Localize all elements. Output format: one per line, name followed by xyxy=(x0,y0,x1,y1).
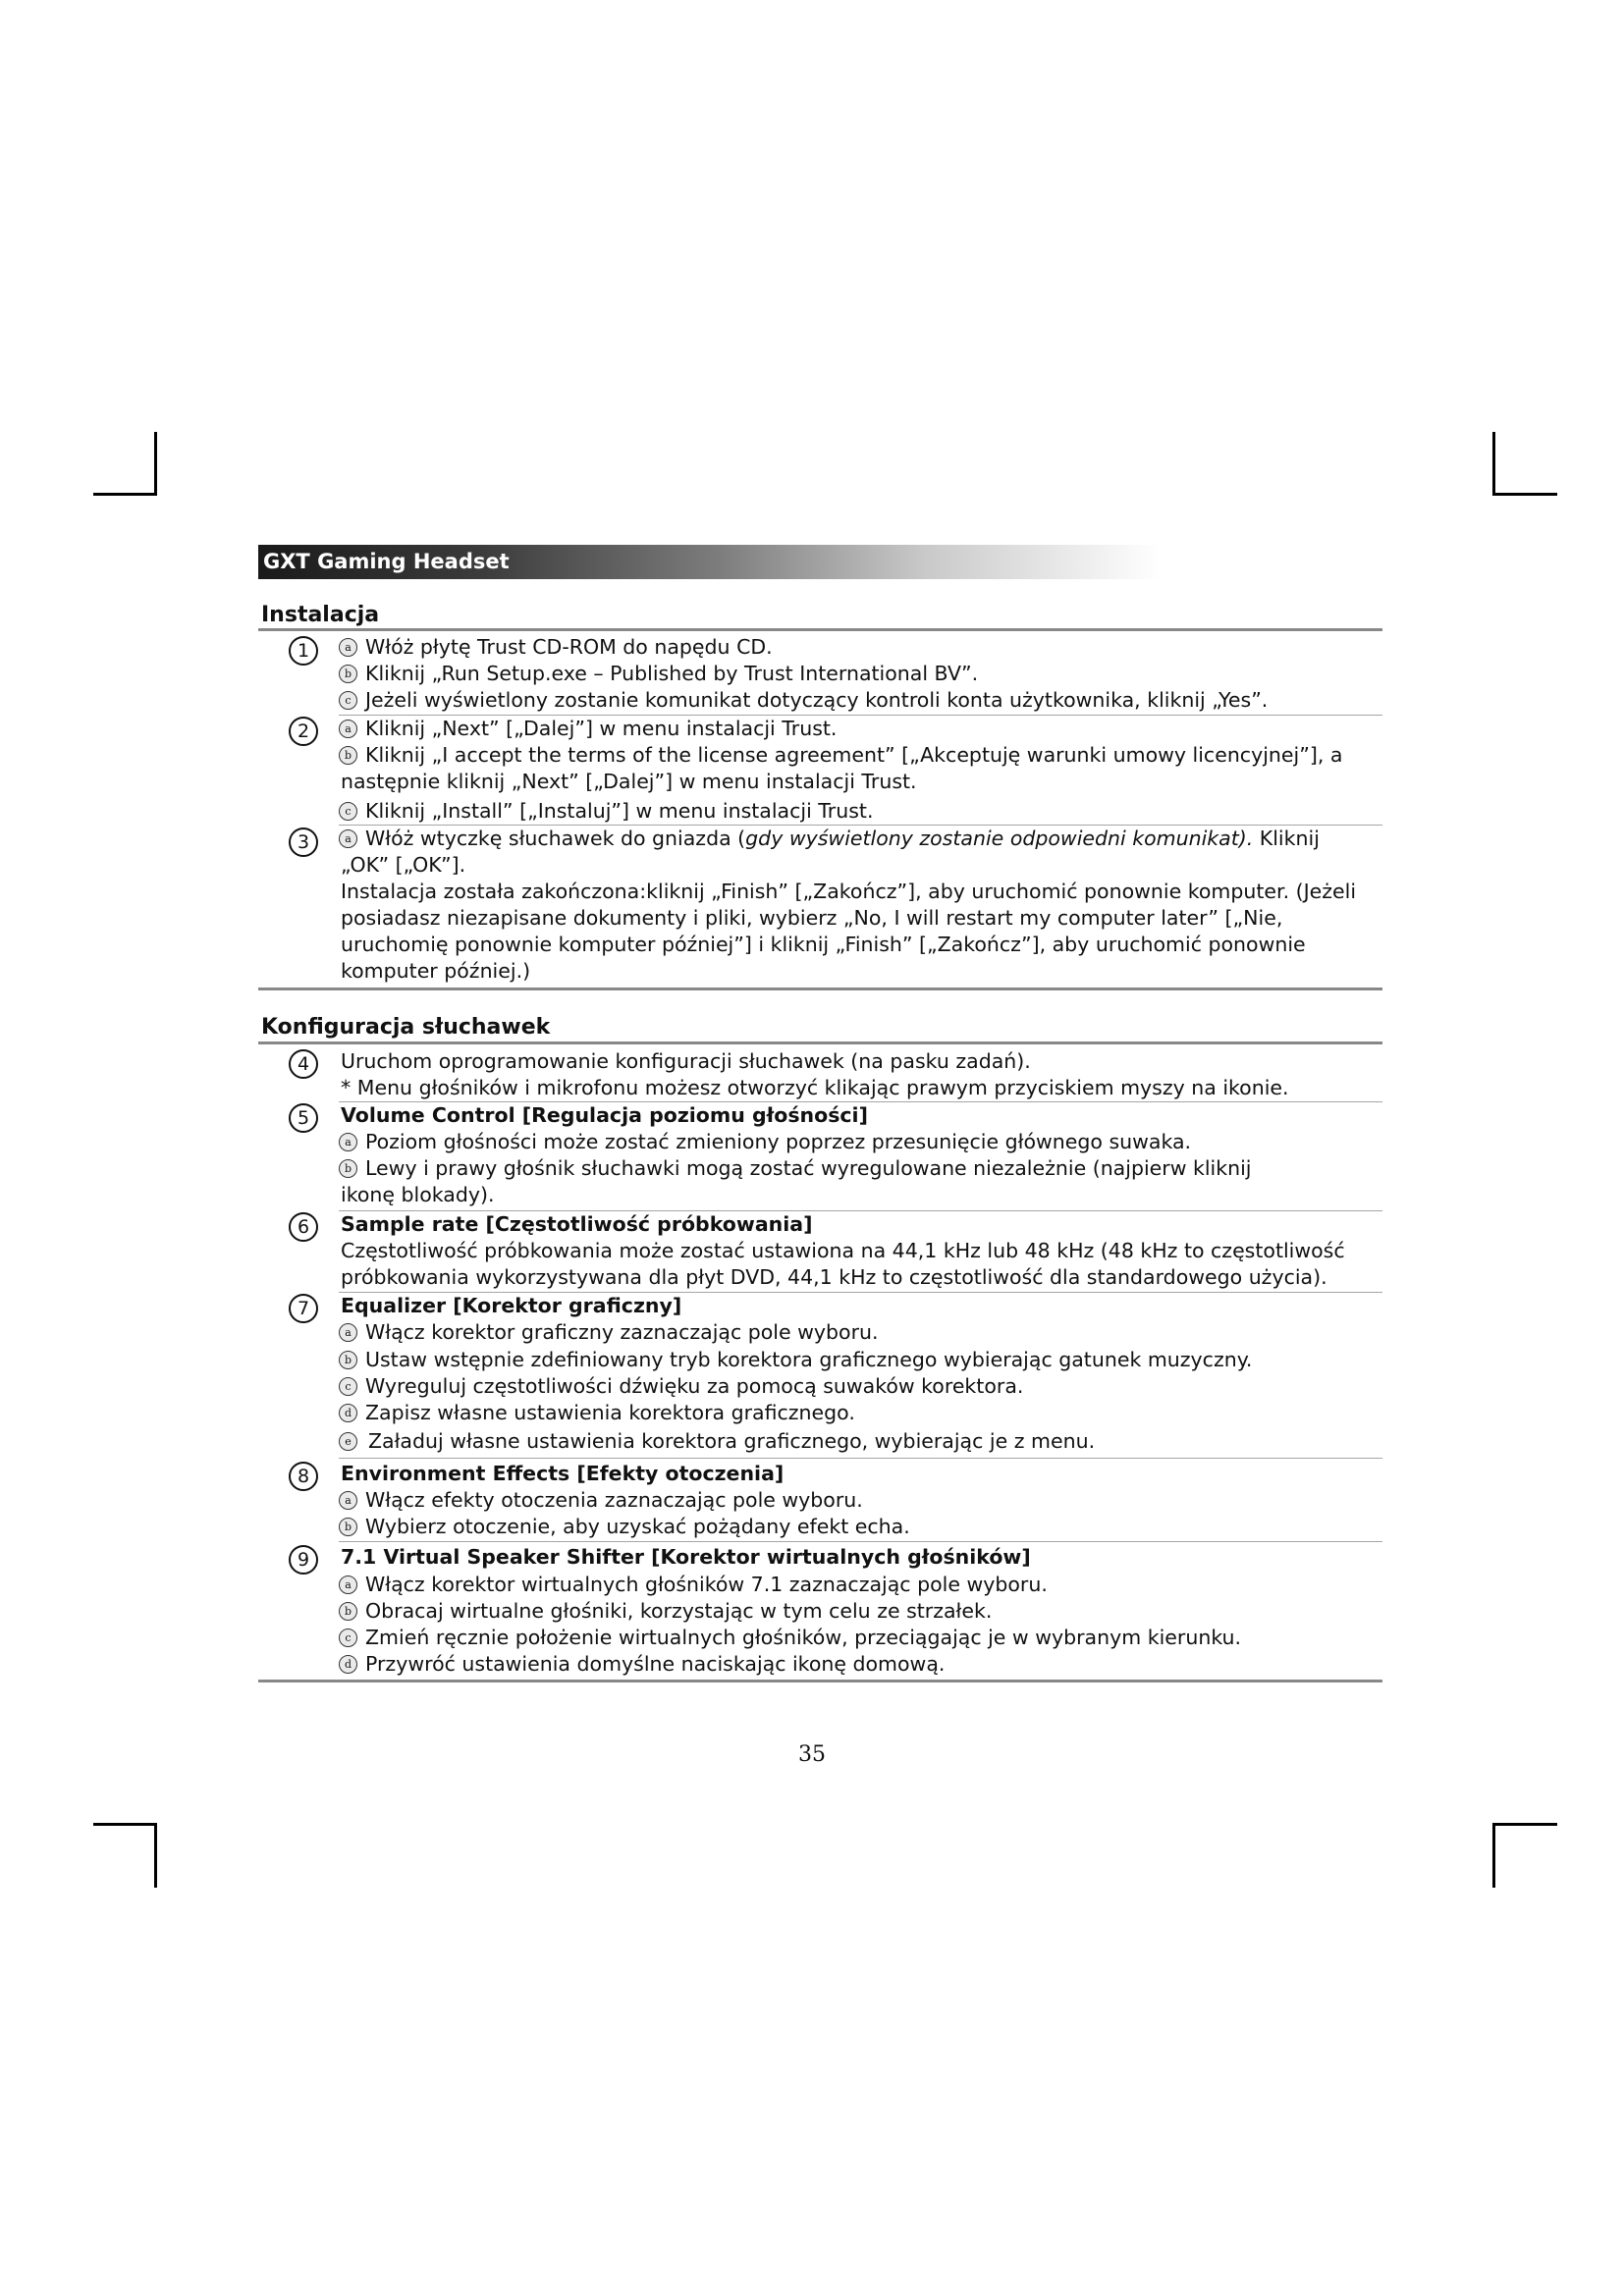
step-text: Obracaj wirtualne głośniki, korzystając w tym celu ze strzałek. xyxy=(365,1599,993,1623)
sub-marker-b: b xyxy=(339,746,357,765)
section-heading-installation: Instalacja xyxy=(261,603,380,627)
step-title: 7.1 Virtual Speaker Shifter [Korektor wirtualnych głośników] xyxy=(341,1545,1031,1569)
step-text-tail: Kliknij xyxy=(1253,827,1320,850)
page-number: 35 xyxy=(798,1742,826,1767)
step-text: „OK” [„OK”]. xyxy=(341,853,466,877)
step-title: Sample rate [Częstotliwość próbkowania] xyxy=(341,1212,813,1236)
sub-marker-a: a xyxy=(339,1491,357,1510)
step-text: Kliknij „I accept the terms of the license agreement” [„Akceptuję warunki umowy licencyjnej”], a xyxy=(365,743,1343,767)
sub-marker-a: a xyxy=(339,638,357,657)
crop-mark-bottom-left xyxy=(93,1823,157,1826)
step-number: 6 xyxy=(289,1212,318,1242)
step-number: 4 xyxy=(289,1049,318,1079)
step-text-plain: Włóż wtyczkę słuchawek do gniazda ( xyxy=(365,827,746,850)
step-text: ikonę blokady). xyxy=(341,1183,495,1206)
sub-marker-b: b xyxy=(339,1351,357,1369)
step-text: Kliknij „Install” [„Instaluj”] w menu instalacji Trust. xyxy=(365,799,874,823)
sub-marker-b: b xyxy=(339,665,357,683)
step-number: 9 xyxy=(289,1545,318,1575)
step-text: Włącz efekty otoczenia zaznaczając pole wyboru. xyxy=(365,1488,863,1512)
step-text: Uruchom oprogramowanie konfiguracji słuchawek (na pasku zadań). xyxy=(341,1049,1031,1073)
step-number: 7 xyxy=(289,1294,318,1323)
sub-marker-c: c xyxy=(339,802,357,821)
crop-mark-top-right xyxy=(1492,432,1495,495)
sub-marker-d: d xyxy=(339,1655,357,1674)
header-banner: GXT Gaming Headset xyxy=(258,545,1284,579)
sub-marker-b: b xyxy=(339,1602,357,1621)
step-text: następnie kliknij „Next” [„Dalej”] w menu instalacji Trust. xyxy=(341,770,917,793)
step-text: próbkowania wykorzystywana dla płyt DVD, 44,1 kHz to częstotliwość dla standardowego użycia). xyxy=(341,1265,1327,1289)
step-text: Lewy i prawy głośnik słuchawki mogą zostać wyregulowane niezależnie (najpierw kliknij xyxy=(365,1156,1252,1180)
step-text: komputer później.) xyxy=(341,959,531,983)
step-text: posiadasz niezapisane dokumenty i pliki, wybierz „No, I will restart my computer later” [„Nie, xyxy=(341,906,1283,930)
sub-marker-d: d xyxy=(339,1404,357,1422)
step-text: Włóż płytę Trust CD-ROM do napędu CD. xyxy=(365,635,773,659)
step-text xyxy=(365,826,1320,852)
crop-mark-bottom-right xyxy=(1492,1823,1495,1888)
crop-mark-top-left xyxy=(154,432,157,495)
step-text: Wyreguluj częstotliwości dźwięku za pomocą suwaków korektora. xyxy=(365,1374,1024,1398)
step-text: Załaduj własne ustawienia korektora graficznego, wybierając je z menu. xyxy=(368,1429,1096,1453)
section-rule xyxy=(258,1041,1382,1044)
step-text: uruchomię ponownie komputer później”] i kliknij „Finish” [„Zakończ”], aby uruchomić ponownie xyxy=(341,933,1306,956)
step-title: Volume Control [Regulacja poziomu głośności] xyxy=(341,1103,868,1127)
step-title: Environment Effects [Efekty otoczenia] xyxy=(341,1462,785,1485)
section-rule xyxy=(258,628,1382,631)
sub-marker-b: b xyxy=(339,1159,357,1178)
step-text: Włącz korektor wirtualnych głośników 7.1 zaznaczając pole wyboru. xyxy=(365,1573,1048,1596)
crop-mark-bottom-left xyxy=(154,1823,157,1888)
step-text: Włącz korektor graficzny zaznaczając pole wyboru. xyxy=(365,1320,879,1344)
step-text: Jeżeli wyświetlony zostanie komunikat dotyczący kontroli konta użytkownika, kliknij „Yes”. xyxy=(365,688,1269,712)
sub-marker-c: c xyxy=(339,1629,357,1647)
step-text: Wybierz otoczenie, aby uzyskać pożądany efekt echa. xyxy=(365,1515,910,1538)
section-heading-configuration: Konfiguracja słuchawek xyxy=(261,1015,551,1040)
sub-marker-c: c xyxy=(339,1377,357,1396)
step-number: 3 xyxy=(289,828,318,857)
crop-mark-top-left xyxy=(93,493,157,496)
step-text: Ustaw wstępnie zdefiniowany tryb korektora graficznego wybierając gatunek muzyczny. xyxy=(365,1348,1253,1371)
sub-marker-a: a xyxy=(339,829,357,848)
step-text: Kliknij „Next” [„Dalej”] w menu instalacji Trust. xyxy=(365,717,838,740)
step-divider xyxy=(339,1458,1382,1459)
step-title: Equalizer [Korektor graficzny] xyxy=(341,1294,682,1317)
sub-marker-a: a xyxy=(339,1133,357,1151)
step-text: Częstotliwość próbkowania może zostać ustawiona na 44,1 kHz lub 48 kHz (48 kHz to częstotliwość xyxy=(341,1239,1345,1262)
step-number: 8 xyxy=(289,1462,318,1491)
step-text: Instalacja została zakończona:kliknij „Finish” [„Zakończ”], aby uruchomić ponownie komputer. (Jeżeli xyxy=(341,880,1357,903)
sub-marker-a: a xyxy=(339,1575,357,1594)
step-divider xyxy=(339,1541,1382,1542)
step-text: Poziom głośności może zostać zmieniony poprzez przesunięcie głównego suwaka. xyxy=(365,1130,1192,1153)
step-text: * Menu głośników i mikrofonu możesz otworzyć klikając prawym przyciskiem myszy na ikonie. xyxy=(341,1076,1289,1099)
crop-mark-bottom-right xyxy=(1492,1823,1557,1826)
sub-marker-b: b xyxy=(339,1518,357,1536)
sub-marker-a: a xyxy=(339,720,357,738)
step-text: Zapisz własne ustawienia korektora graficznego. xyxy=(365,1401,855,1424)
step-number: 5 xyxy=(289,1103,318,1133)
sub-marker-c: c xyxy=(339,691,357,710)
sub-marker-a: a xyxy=(339,1323,357,1342)
step-text: Zmień ręcznie położenie wirtualnych głośników, przeciągając je w wybranym kierunku. xyxy=(365,1626,1242,1649)
step-number: 2 xyxy=(289,717,318,746)
step-text: Przywróć ustawienia domyślne naciskając ikonę domową. xyxy=(365,1652,946,1676)
step-text: Kliknij „Run Setup.exe – Published by Trust International BV”. xyxy=(365,662,979,685)
step-text-italic: gdy wyświetlony zostanie odpowiedni komunikat). xyxy=(745,827,1254,850)
section-rule xyxy=(258,988,1382,990)
step-number: 1 xyxy=(289,636,318,666)
crop-mark-top-right xyxy=(1492,493,1557,496)
section-rule xyxy=(258,1680,1382,1682)
sub-marker-e: e xyxy=(339,1432,357,1451)
